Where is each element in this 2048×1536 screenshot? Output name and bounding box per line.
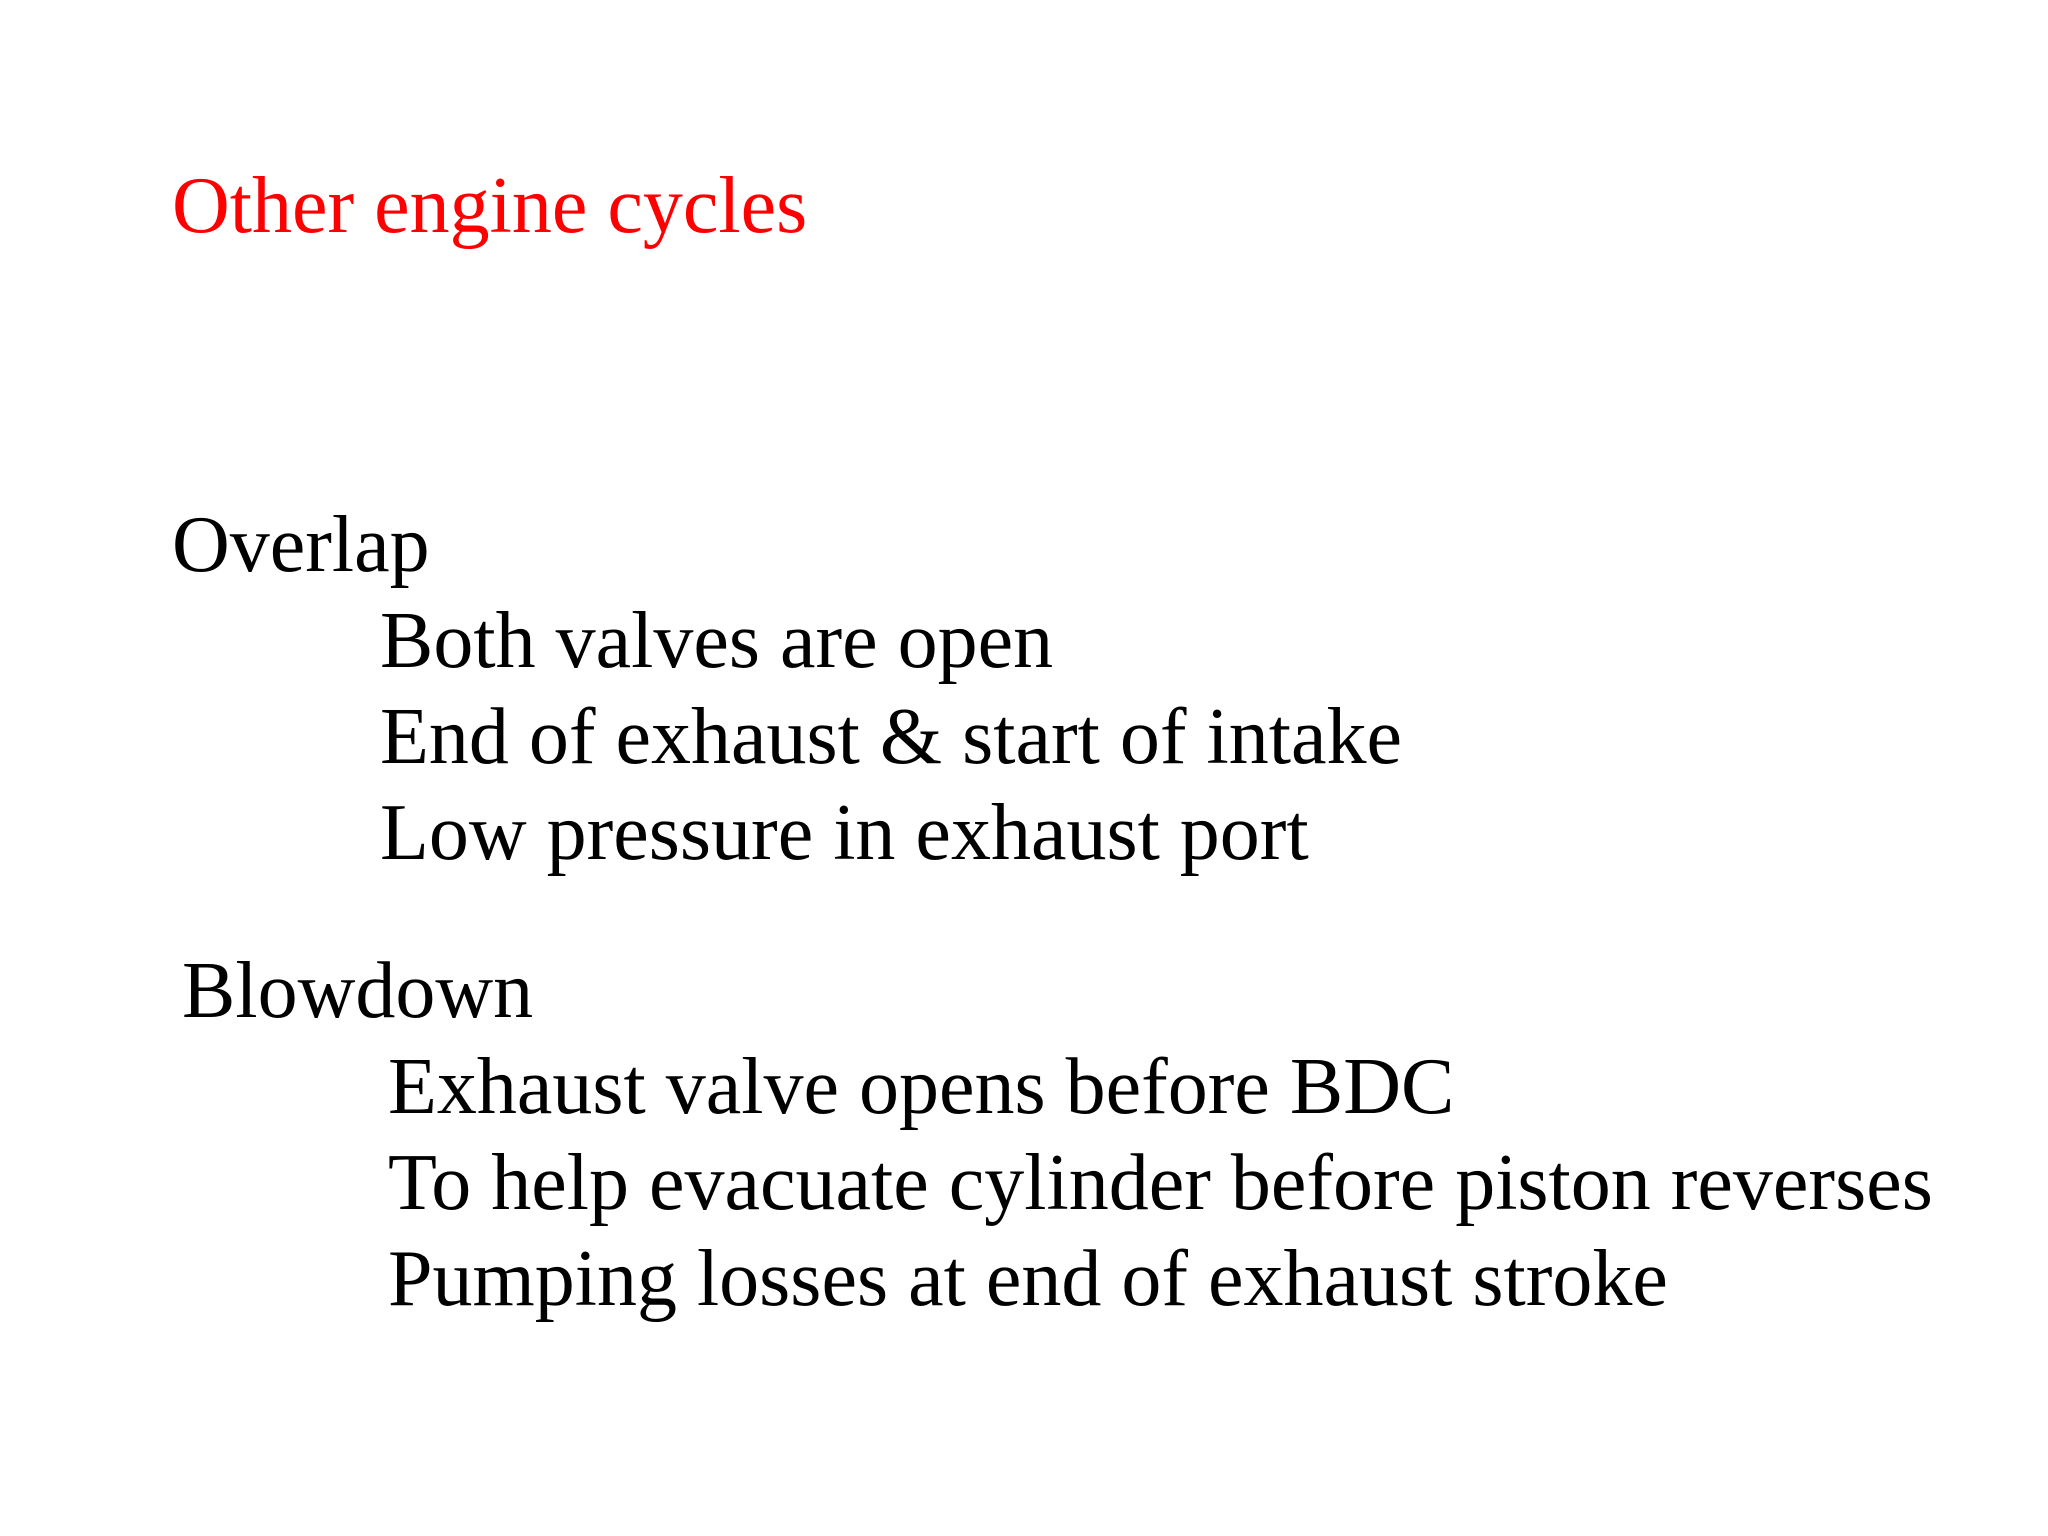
overlap-point-1: Both valves are open bbox=[380, 597, 1054, 685]
overlap-point-2: End of exhaust & start of intake bbox=[380, 693, 1402, 781]
overlap-point-3: Low pressure in exhaust port bbox=[380, 789, 1309, 877]
section-heading-overlap: Overlap bbox=[172, 501, 430, 589]
section-heading-blowdown: Blowdown bbox=[182, 947, 534, 1035]
blowdown-point-1: Exhaust valve opens before BDC bbox=[388, 1043, 1455, 1131]
blowdown-point-3: Pumping losses at end of exhaust stroke bbox=[388, 1235, 1668, 1323]
blowdown-point-2: To help evacuate cylinder before piston reverses bbox=[388, 1139, 1933, 1227]
slide-title: Other engine cycles bbox=[172, 162, 808, 250]
